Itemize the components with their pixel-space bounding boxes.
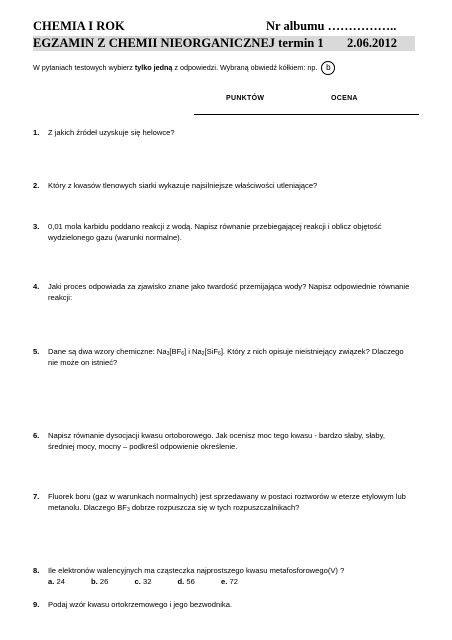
question-7 bbox=[33, 491, 413, 513]
question-8 bbox=[33, 565, 413, 587]
question-9 bbox=[33, 599, 413, 610]
question-number: 3. bbox=[33, 222, 40, 231]
question-text: Dane są dwa wzory chemiczne: $Na_3[BF_6]$ i $Na_2[SiF_6]$. Który z nich opisuje nieistniejący związek? Dlaczego nie może on istnieć? bbox=[48, 347, 404, 367]
points-column-header: PUNKTÓW bbox=[226, 95, 265, 102]
question-text: Podaj wzór kwasu ortokrzemowego i jego bezwodnika. bbox=[48, 600, 233, 609]
question-1 bbox=[33, 127, 413, 138]
header-divider bbox=[194, 114, 419, 115]
question-text: Jaki proces odpowiada za zjawisko znane jako twardość przemijająca wody? Napisz odpowiednie równanie reakcji: bbox=[48, 282, 410, 302]
question-number: 4. bbox=[33, 282, 40, 291]
question-number: 6. bbox=[33, 431, 40, 440]
question-2 bbox=[33, 180, 413, 191]
header-row-2 bbox=[33, 36, 415, 51]
course-title: CHEMIA I ROK bbox=[33, 19, 125, 33]
grade-column-header: OCENA bbox=[331, 95, 358, 102]
option-e[interactable]: e. 72 bbox=[221, 577, 238, 586]
question-number: 9. bbox=[33, 600, 40, 609]
question-number: 8. bbox=[33, 566, 40, 575]
answer-options bbox=[48, 576, 413, 587]
question-number: 5. bbox=[33, 347, 40, 356]
example-circle-icon: b bbox=[321, 61, 335, 75]
option-a[interactable]: a. 24 bbox=[48, 577, 65, 586]
instruction-text-pre: W pytaniach testowych wybierz bbox=[33, 62, 135, 72]
question-text: Z jakich źródeł uzyskuje się helowce? bbox=[48, 128, 175, 137]
instruction-text-bold: tylko jedną bbox=[134, 62, 173, 72]
exam-title: EGZAMIN Z CHEMII NIEORGANICZNEJ termin 1 bbox=[33, 36, 324, 50]
instructions bbox=[33, 61, 335, 75]
exam-date: 2.06.2012 bbox=[347, 36, 397, 50]
option-d[interactable]: d. 56 bbox=[177, 577, 195, 586]
option-b[interactable]: b. 26 bbox=[91, 577, 109, 586]
question-number: 1. bbox=[33, 128, 40, 137]
question-text: Ile elektronów walencyjnych ma cząsteczka najprostszego kwasu metafosforowego(V) ? bbox=[48, 566, 345, 575]
question-text: Który z kwasów tlenowych siarki wykazuje najsilniejsze właściwości utleniające? bbox=[48, 181, 318, 190]
question-text: Fluorek boru (gaz w warunkach normalnych) jest sprzedawany w postaci roztworów w eterze etylowym lub metanolu. Dlaczego $BF_3$ dobrze rozpuszcza się w tych rozpuszczalnikach? bbox=[48, 492, 406, 513]
question-text: Napisz równanie dysocjacji kwasu ortoborowego. Jak ocenisz moc tego kwasu - bardzo słaby, słaby, średniej mocy, mocny – podkreśl odpowienie określenie. bbox=[48, 431, 385, 451]
question-6 bbox=[33, 430, 413, 452]
question-number: 7. bbox=[33, 492, 40, 501]
option-c[interactable]: c. 32 bbox=[134, 577, 152, 586]
question-4 bbox=[33, 281, 413, 303]
question-text: 0,01 mola karbidu poddano reakcji z wodą. Napisz równanie przebiegającej reakcji i oblicz objętość wydzielonego gazu (warunki normalne). bbox=[48, 222, 382, 242]
header-row-1 bbox=[33, 19, 415, 34]
question-number: 2. bbox=[33, 181, 40, 190]
instruction-text-post: z odpowiedzi. Wybraną obwiedź kółkiem: np. bbox=[172, 62, 318, 72]
question-3 bbox=[33, 221, 413, 243]
album-number-field: Nr albumu …………….. bbox=[266, 19, 397, 33]
question-5 bbox=[33, 346, 413, 368]
